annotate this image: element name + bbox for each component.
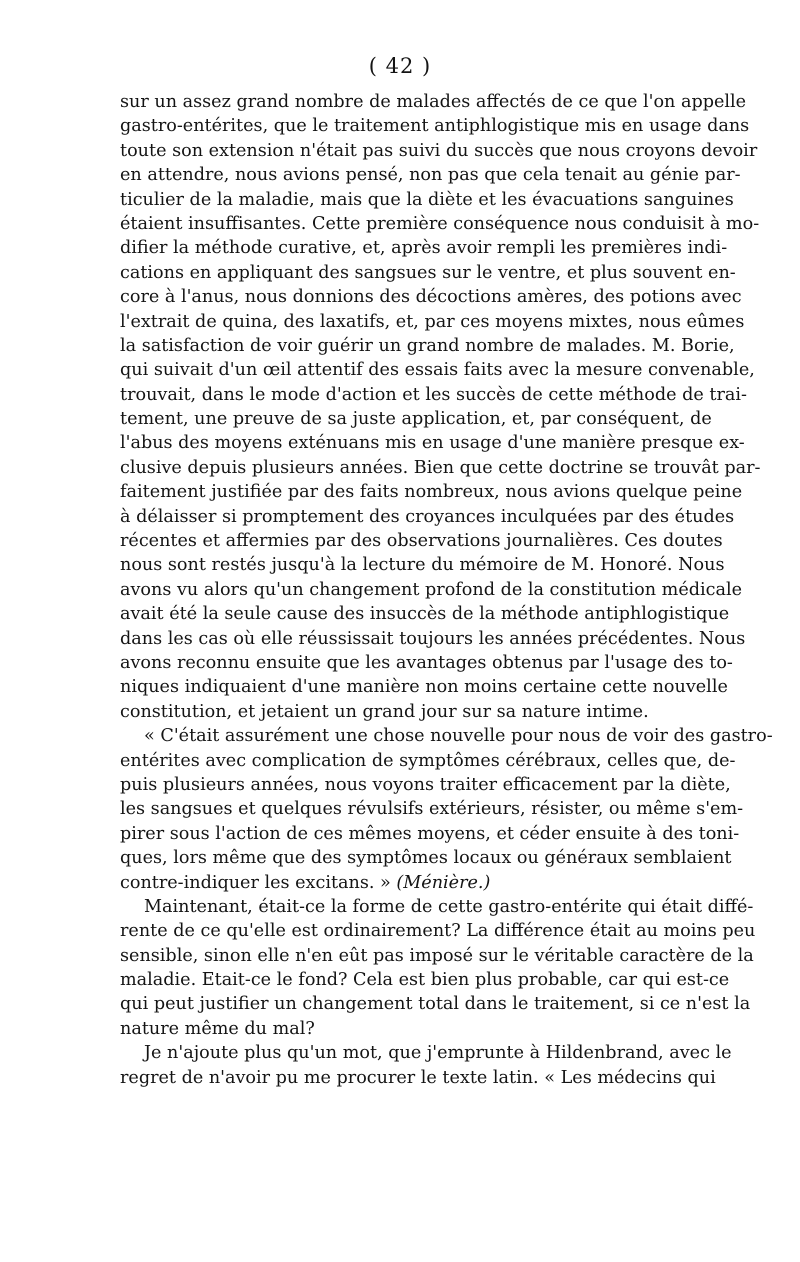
text-line-content: Je n'ajoute plus qu'un mot, que j'emprunte à Hildenbrand, avec le	[144, 1043, 732, 1064]
paragraph	[120, 895, 756, 1041]
text-line-content: l'extrait de quina, des laxatifs, et, par ces moyens mixtes, nous eûmes	[120, 311, 745, 332]
text-line	[120, 480, 743, 504]
body-text	[120, 90, 773, 1090]
text-line-content: « C'était assurément une chose nouvelle pour nous de voir des gastro-	[144, 726, 773, 747]
text-line	[120, 992, 751, 1016]
text-line-content: difier la méthode curative, et, après avoir rempli les premières indi-	[120, 238, 728, 259]
text-line-content: sensible, sinon elle n'en eût pas imposé sur le véritable caractère de la	[120, 945, 754, 966]
text-line-content: toute son extension n'était pas suivi du succès que nous croyons devoir	[120, 140, 758, 161]
text-line	[120, 163, 741, 187]
text-line	[120, 90, 747, 114]
text-line-content: avons vu alors qu'un changement profond de la constitution médicale	[120, 579, 743, 600]
text-line-content: faitement justifiée par des faits nombreux, nous avions quelque peine	[120, 482, 743, 503]
text-line	[120, 383, 747, 407]
text-line	[120, 1066, 716, 1090]
text-line-content: récentes et affermies par des observations journalières. Ces doutes	[120, 531, 723, 552]
text-line	[120, 529, 723, 553]
text-line	[120, 822, 740, 846]
text-line-content: ticulier de la maladie, mais que la diète et les évacuations sanguines	[120, 189, 734, 210]
text-line	[120, 675, 728, 699]
text-line-content: tement, une preuve de sa juste application, et, par conséquent, de	[120, 409, 712, 430]
text-line	[120, 407, 712, 431]
text-line	[120, 773, 731, 797]
text-line	[120, 212, 760, 236]
text-line	[120, 334, 735, 358]
text-line	[120, 846, 732, 870]
text-line-content: avait été la seule cause des insuccès de la méthode antiphlogistique	[120, 604, 730, 625]
text-line	[120, 236, 728, 260]
text-line-content: pirer sous l'action de ces mêmes moyens, et céder ensuite à des toni-	[120, 823, 740, 844]
text-line	[120, 602, 730, 626]
paragraph	[120, 1041, 732, 1090]
text-line-content: regret de n'avoir pu me procurer le texte latin. « Les médecins qui	[120, 1067, 716, 1088]
text-line	[120, 139, 758, 163]
paragraph	[120, 724, 773, 895]
text-line	[120, 505, 735, 529]
text-line-content: maladie. Etait-ce le fond? Cela est bien plus probable, car qui est-ce	[120, 970, 730, 991]
text-line-content: trouvait, dans le mode d'action et les succès de cette méthode de trai-	[120, 384, 747, 405]
text-line	[120, 749, 736, 773]
text-line-content: à délaisser si promptement des croyances inculquées par des études	[120, 506, 735, 527]
text-line	[120, 285, 742, 309]
text-line-content: clusive depuis plusieurs années. Bien que cette doctrine se trouvât par-	[120, 457, 761, 478]
text-line	[120, 651, 733, 675]
text-line-content: nature même du mal?	[120, 1018, 315, 1039]
text-line-content: sur un assez grand nombre de malades affectés de ce que l'on appelle	[120, 92, 747, 112]
text-line-content: gastro-entérites, que le traitement antiphlogistique mis en usage dans	[120, 116, 750, 137]
text-line-content: ques, lors même que des symptômes locaux ou généraux semblaient	[120, 848, 732, 869]
text-line	[120, 1017, 682, 1041]
text-line-content: puis plusieurs années, nous voyons traiter efficacement par la diète,	[120, 774, 731, 795]
text-line	[120, 797, 744, 821]
text-line	[120, 968, 730, 992]
paragraph	[120, 90, 761, 724]
text-line-content: nous sont restés jusqu'à la lecture du mémoire de M. Honoré. Nous	[120, 555, 725, 576]
page-number: ( 42 )	[368, 54, 432, 78]
text-line	[120, 895, 754, 919]
text-line-content: avons reconnu ensuite que les avantages obtenus par l'usage des to-	[120, 652, 733, 673]
text-line-content: cations en appliquant des sangsues sur le ventre, et plus souvent en-	[120, 262, 736, 283]
text-line-content: Maintenant, était-ce la forme de cette gastro-entérite qui était diffé-	[144, 896, 754, 917]
text-line	[120, 188, 734, 212]
text-line	[120, 261, 736, 285]
text-line	[120, 310, 745, 334]
text-line-content: la satisfaction de voir guérir un grand nombre de malades. M. Borie,	[120, 335, 735, 356]
text-line-content: niques indiquaient d'une manière non moins certaine cette nouvelle	[120, 677, 728, 698]
text-line-content: l'abus des moyens exténuans mis en usage d'une manière presque ex-	[120, 433, 745, 454]
text-line-content: les sangsues et quelques révulsifs extérieurs, résister, ou même s'em-	[120, 799, 744, 820]
text-line	[120, 578, 743, 602]
text-line	[120, 919, 756, 943]
text-line	[120, 944, 754, 968]
citation: (Ménière.)	[396, 872, 491, 893]
text-line	[120, 1041, 732, 1065]
text-line	[120, 456, 761, 480]
text-line-content: étaient insuffisantes. Cette première conséquence nous conduisit à mo-	[120, 213, 760, 234]
text-line-content: entérites avec complication de symptômes cérébraux, celles que, de-	[120, 750, 736, 771]
text-line-content: contre-indiquer les excitans. »	[120, 872, 397, 893]
text-line	[120, 553, 725, 577]
text-line	[120, 700, 682, 724]
text-line	[120, 871, 682, 895]
text-line	[120, 114, 750, 138]
text-line-content: qui peut justifier un changement total dans le traitement, si ce n'est la	[120, 994, 751, 1015]
text-line	[120, 358, 755, 382]
text-line	[120, 724, 773, 748]
text-line-content: dans les cas où elle réussissait toujours les années précédentes. Nous	[120, 628, 746, 649]
text-line	[120, 627, 746, 651]
text-line	[120, 431, 745, 455]
text-line-content: rente de ce qu'elle est ordinairement? La différence était au moins peu	[120, 921, 756, 942]
text-line-content: en attendre, nous avions pensé, non pas que cela tenait au génie par-	[120, 165, 741, 186]
text-line-content: core à l'anus, nous donnions des décoctions amères, des potions avec	[120, 287, 742, 308]
text-line-content: qui suivait d'un œil attentif des essais faits avec la mesure convenable,	[120, 360, 755, 381]
text-line-content: constitution, et jetaient un grand jour sur sa nature intime.	[120, 701, 649, 722]
